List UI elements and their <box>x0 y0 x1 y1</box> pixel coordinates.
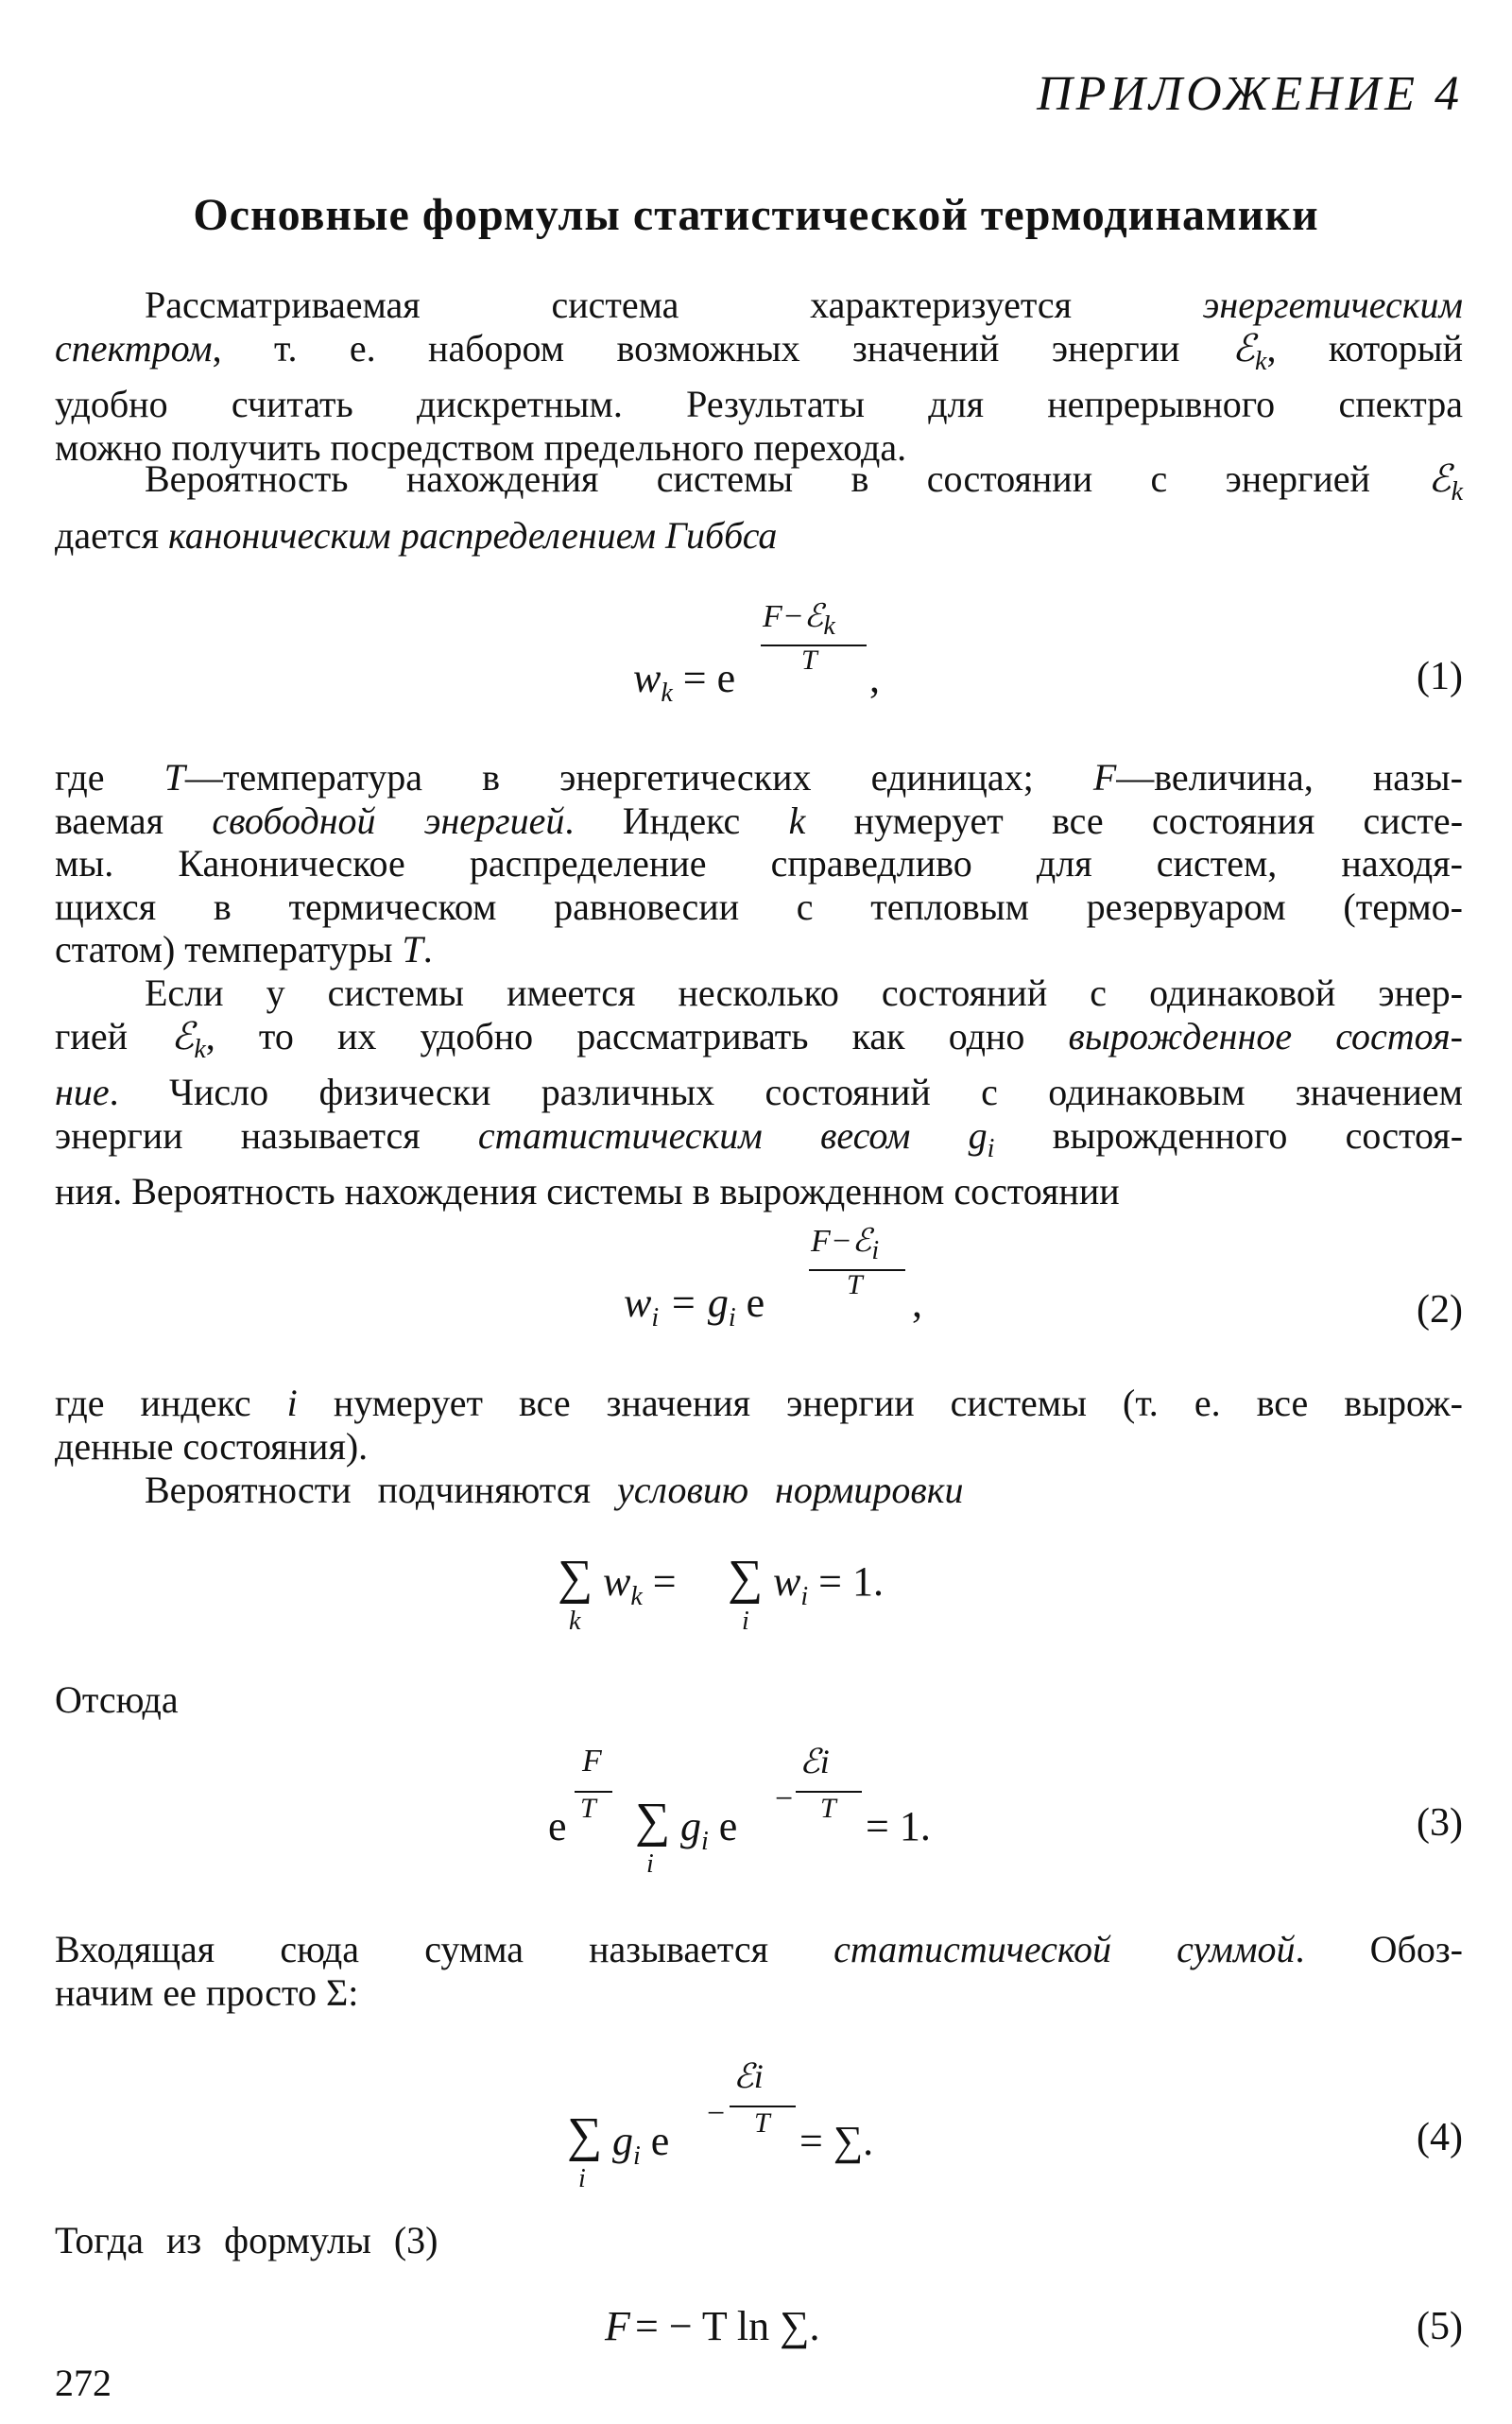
eq5-rhs: = − T ln ∑. <box>635 2303 820 2349</box>
p1-line-3: удобно считать дискретным. Результаты для непрерывного спектра <box>55 383 1463 425</box>
p9-line-1: Тогда из формулы (3) <box>55 2219 438 2261</box>
page-number: 272 <box>55 2362 112 2404</box>
p2-line-2: дается каноническим распределением Гиббса <box>55 513 778 557</box>
eqn-wk: $w_k$ = <box>603 1558 677 1611</box>
equation-number-4: (4) <box>1417 2116 1463 2159</box>
page-title: Основные формулы статистической термодинамики <box>193 190 1319 240</box>
eq3-g: $g_i$ e <box>680 1803 738 1856</box>
p3-line-5: статом) температуры T. <box>55 928 433 971</box>
p3-line-2: ваемая свободной энергией. Индекс k нумерует все состояния систе- <box>55 799 1464 842</box>
eq4-exp-denominator: T <box>754 2107 770 2139</box>
eqn-sum-k-index: k <box>569 1607 581 1636</box>
paragraph-1 <box>55 284 1463 469</box>
p4-line-5: ния. Вероятность нахождения системы в вырожденном состоянии <box>55 1170 1120 1212</box>
equation-4 <box>567 2058 964 2209</box>
eqn-sum-i: ∑ <box>728 1551 764 1605</box>
p4-line-2: гией ℰ$_k$, то их удобно рассматривать как одно вырожденное состоя- <box>55 1014 1463 1064</box>
p4-line-3: ние. Число физически различных состояний с одинаковым значением <box>55 1071 1463 1113</box>
paragraph-4 <box>55 971 1463 1213</box>
paragraph-7 <box>55 1678 1463 1722</box>
equation-5 <box>605 2296 945 2363</box>
eq1-comma: , <box>869 655 880 701</box>
equation-2 <box>586 1214 983 1347</box>
paragraph-5 <box>55 1382 1463 1468</box>
paragraph-6 <box>55 1469 1463 1512</box>
p8-line-2: начим ее просто Σ: <box>55 1970 359 2014</box>
appendix-heading: ПРИЛОЖЕНИЕ 4 <box>1037 67 1463 121</box>
eqn-sum-k: ∑ <box>558 1551 593 1605</box>
eq5-lhs: F <box>605 2303 630 2349</box>
p3-line-3: мы. Каноническое распределение справедливо для систем, находя- <box>55 842 1463 885</box>
eq2-comma: , <box>912 1280 922 1326</box>
eq1-exponent-numerator: F−ℰ$_k$ <box>763 599 835 641</box>
eq3-minus: − <box>775 1781 794 1816</box>
equation-number-1: (1) <box>1417 655 1463 698</box>
eq3-sum: ∑ <box>635 1794 671 1848</box>
eqn-wi: $w_i = 1$. <box>773 1558 884 1611</box>
eq3-exp2-numerator: ℰi <box>799 1743 830 1780</box>
eq2-lhs: $w_i = g_i$ e <box>624 1280 765 1332</box>
p3-line-4: щихся в термическом равновесии с тепловым резервуаром (термо- <box>55 885 1463 928</box>
paragraph-8 <box>55 1928 1463 2014</box>
eq4-exp-numerator: ℰi <box>733 2057 764 2095</box>
eq3-rhs: = 1. <box>866 1803 931 1849</box>
p4-line-4: энергии называется статистическим весом $g_i$ вырожденного состоя- <box>55 1113 1464 1163</box>
p1-line-4: можно получить посредством предельного перехода. <box>55 425 907 469</box>
eq4-sum: ∑ <box>567 2108 603 2162</box>
p5-line-2: денные состояния). <box>55 1424 369 1468</box>
p2-line-1: Вероятность нахождения системы в состоянии с энергией ℰ$_k$ <box>145 457 1463 507</box>
eq3-sum-index: i <box>646 1849 654 1879</box>
equation-number-3: (3) <box>1417 1801 1463 1845</box>
eq3-exp2-denominator: T <box>820 1793 836 1824</box>
p1-line-1: Рассматриваемая система характеризуется энергетическим <box>145 284 1463 326</box>
eqn-sum-i-index: i <box>742 1607 749 1636</box>
eq2-exponent-numerator: F−ℰ$_i$ <box>811 1224 880 1265</box>
p5-line-1: где индекс i нумерует все значения энергии системы (т. е. все вырож- <box>55 1382 1463 1424</box>
eq4-minus: − <box>707 2096 726 2131</box>
equation-normalization <box>558 1550 992 1654</box>
eq3-e1: e <box>548 1803 567 1849</box>
p6-line-1: Вероятности подчиняются условию нормировки <box>145 1469 964 1511</box>
eq3-exp1-denominator: T <box>580 1793 596 1824</box>
equation-1 <box>586 586 964 718</box>
paragraph-2 <box>55 457 1463 557</box>
paragraph-9 <box>55 2219 1463 2262</box>
p3-line-1: где T—температура в энергетических единицах; F—величина, назы- <box>55 756 1463 799</box>
eq1-exponent-denominator: T <box>801 645 817 676</box>
eq1-lhs: $w_k = e$ <box>633 655 736 708</box>
equation-number-5: (5) <box>1417 2305 1463 2348</box>
eq4-sum-index: i <box>578 2164 586 2193</box>
p4-line-1: Если у системы имеется несколько состояний с одинаковой энер- <box>145 971 1463 1014</box>
p7-line-1: Отсюда <box>55 1678 179 1721</box>
equation-3 <box>548 1744 992 1895</box>
p1-line-2: спектром, т. е. набором возможных значений энергии ℰ$_k$, который <box>55 326 1464 376</box>
eq3-exp1-numerator: F <box>582 1744 602 1779</box>
equation-number-2: (2) <box>1417 1288 1463 1332</box>
eq4-rhs: = ∑. <box>799 2118 874 2164</box>
paragraph-3 <box>55 756 1463 971</box>
eq2-exponent-denominator: T <box>847 1269 863 1300</box>
eq4-g: $g_i$ e <box>612 2118 670 2171</box>
p8-line-1: Входящая сюда сумма называется статистической суммой. Обоз- <box>55 1928 1463 1970</box>
